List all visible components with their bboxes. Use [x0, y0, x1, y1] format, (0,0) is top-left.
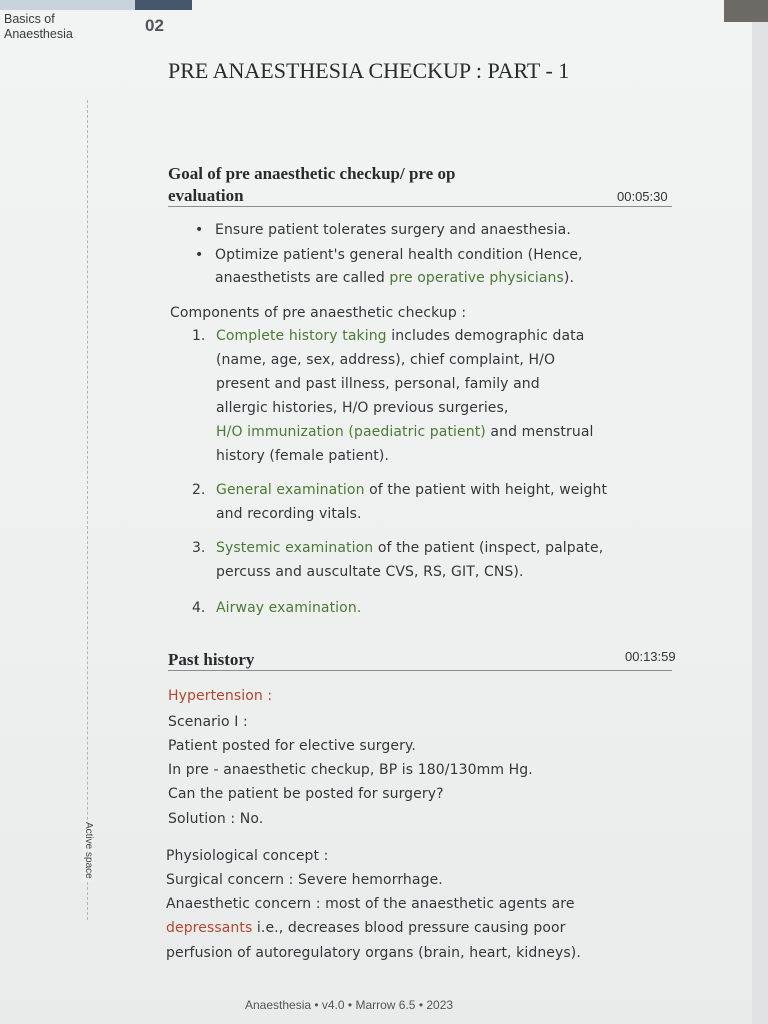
highlight-depressants: depressants — [166, 920, 253, 936]
item-2-line2: and recording vitals. — [216, 506, 362, 522]
background-corner — [724, 0, 768, 22]
highlight-airway-examination: Airway examination. — [216, 600, 362, 616]
goal-bullet-2-end: ). — [563, 270, 575, 286]
item-3-number: 3. — [192, 540, 206, 556]
goal-bullet-1: • Ensure patient tolerates surgery and anaesthesia. — [215, 222, 571, 238]
page-edge — [752, 0, 768, 1024]
chapter-number: 02 — [145, 16, 164, 35]
book-title-line2: Anaesthesia — [4, 27, 73, 41]
goal-title-line2: evaluation — [168, 186, 244, 205]
physio-line-4 — [166, 920, 566, 936]
physio-line-5: perfusion of autoregulatory organs (brain, heart, kidneys). — [166, 945, 581, 961]
book-title — [4, 12, 73, 42]
item-1-line4: allergic histories, H/O previous surgeries, — [216, 400, 509, 416]
book-title-line1: Basics of — [4, 12, 55, 26]
past-history-timestamp[interactable]: 00:13:59 — [625, 649, 676, 664]
page-footer: Anaesthesia • v4.0 • Marrow 6.5 • 2023 — [245, 998, 454, 1012]
item-1-number: 1. — [192, 328, 206, 344]
ph-line-4: Can the patient be posted for surgery? — [168, 786, 444, 802]
item-1-line5 — [216, 424, 594, 440]
hypertension-label: Hypertension : — [168, 688, 273, 704]
physio-line-4-rest: i.e., decreases blood pressure causing poor — [252, 920, 566, 936]
item-2-number: 2. — [192, 482, 206, 498]
header-tab-dark — [135, 0, 192, 10]
components-heading: Components of pre anaesthetic checkup : — [170, 305, 467, 321]
item-1-line6: history (female patient). — [216, 448, 390, 464]
goal-divider — [168, 206, 672, 207]
item-3-line1 — [216, 540, 603, 556]
past-history-divider — [168, 670, 672, 671]
item-3-line2: percuss and auscultate CVS, RS, GIT, CNS). — [216, 564, 524, 580]
item-2-line1-rest: of the patient with height, weight — [364, 482, 608, 498]
highlight-pre-operative-physicians: pre operative physicians — [389, 270, 564, 286]
goal-title-line1: Goal of pre anaesthetic checkup/ pre op — [168, 164, 456, 183]
page-title: PRE ANAESTHESIA CHECKUP : PART - 1 — [168, 58, 570, 83]
goal-bullet-2-text: anaesthetists are called — [215, 270, 390, 286]
item-1-line1 — [216, 328, 584, 344]
item-4-number: 4. — [192, 600, 206, 616]
active-space-label: Active space — [82, 822, 94, 882]
ph-line-3: In pre - anaesthetic checkup, BP is 180/130mm Hg. — [168, 762, 533, 778]
goal-bullet-2: • Optimize patient's general health condition (Hence, — [215, 247, 583, 263]
header-tab-light — [0, 0, 135, 10]
item-1-line2: (name, age, sex, address), chief complaint, H/O — [216, 352, 556, 368]
item-3-line1-rest: of the patient (inspect, palpate, — [373, 540, 604, 556]
physio-line-2: Surgical concern : Severe hemorrhage. — [166, 872, 443, 888]
goal-timestamp[interactable]: 00:05:30 — [617, 189, 668, 204]
item-1-line5-rest: and menstrual — [485, 424, 594, 440]
highlight-general-examination: General examination — [216, 482, 365, 498]
ph-line-2: Patient posted for elective surgery. — [168, 738, 416, 754]
ph-line-1: Scenario I : — [168, 714, 248, 730]
highlight-history-taking: Complete history taking — [216, 328, 387, 344]
physio-line-1: Physiological concept : — [166, 848, 329, 864]
goal-bullet-2-cont — [215, 270, 574, 286]
margin-dotted-line — [87, 100, 88, 920]
highlight-systemic-examination: Systemic examination — [216, 540, 374, 556]
physio-line-3: Anaesthetic concern : most of the anaesthetic agents are — [166, 896, 575, 912]
ph-line-5: Solution : No. — [168, 811, 264, 827]
item-1-line3: present and past illness, personal, family and — [216, 376, 540, 392]
item-1-line1-rest: includes demographic data — [386, 328, 585, 344]
highlight-immunization: H/O immunization (paediatric patient) — [216, 424, 486, 440]
goal-section-title — [168, 163, 455, 207]
item-2-line1 — [216, 482, 607, 498]
past-history-title: Past history — [168, 650, 255, 669]
